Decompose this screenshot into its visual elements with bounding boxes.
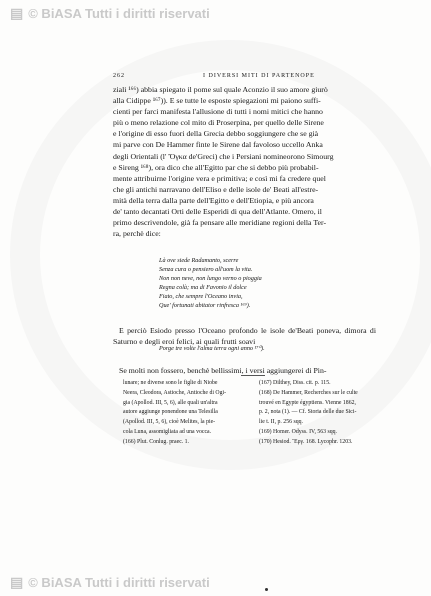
- verse-line: Senza cura o pensiero all'uom la vita.: [159, 266, 253, 274]
- running-title: I DIVERSI MITI DI PARTENOPE: [203, 73, 315, 79]
- paragraph-line: più o meno relazione col mito di Proserpina, per quello delle Sirene: [113, 118, 324, 128]
- footnote-line: lunare; ne diverse sono le figlie di Niobe: [123, 380, 218, 386]
- paragraph-line: primo descrivendole, già fa pensare alle meridiane regioni della Ter-: [113, 218, 327, 228]
- footnote-divider: [241, 375, 265, 376]
- paragraph-line: de' tanto decantati Orti delle Esperidi di qua dell'Atlante. Omero, il: [113, 207, 322, 217]
- paragraph-line: alla Cidippe ¹⁶⁷)). E se tutte le esposte spiegazioni mi paiono suffi-: [113, 96, 321, 106]
- paragraph-esiodo: E perciò Esiodo presso l'Oceano profondo le isole de'Beati poneva, dimora di Saturno e degli eroi felici, ai quali frutti soavi: [113, 325, 376, 346]
- paragraph-line: e Sireng ¹⁶⁸), ora dico che all'Egitto par che si debbo più probabil-: [113, 162, 319, 172]
- book-icon: ▤: [10, 4, 24, 21]
- paragraph-line: ziali ¹⁶⁶) abbia spiegato il pome sul quale Aconzio il suo amore giurò: [113, 85, 328, 94]
- paragraph-line: cienti per farci manifesta l'allusione di tutti i nomi mitici che hanno: [113, 107, 323, 117]
- footnote-line: (166) Plut. Conlug. praec. 1.: [123, 438, 190, 445]
- paragraph-line: e l'origine di esso fuori della Grecia debbo soggiungere che se già: [113, 129, 319, 139]
- footnote-line: p. 2, nota (1). — Cf. Storia delle due Sici-: [259, 409, 357, 416]
- watermark-top: [0, 3, 431, 23]
- paragraph-line: ra, perchè dice:: [113, 229, 161, 239]
- paragraph-line: mente attribuirne l'origine vera e primitiva; e così mi fa credere quel: [113, 173, 326, 183]
- main-paragraph: [113, 84, 376, 239]
- verse-line: Que' fortunati abitator rinfresca ¹⁶⁹).: [159, 302, 251, 310]
- paragraph-line: che gli antichi narravano dell'Eliso e delle isole de' Beati all'estre-: [113, 184, 319, 194]
- footnotes-right-column: [259, 379, 384, 448]
- verse-line: Fiato, che sempre l'Oceano invia,: [159, 293, 243, 301]
- footnote-line: (169) Homer. Odyss. IV, 563 sqq.: [259, 428, 337, 435]
- watermark-bottom-text: © BiASA Tutti i diritti riservati: [28, 574, 210, 590]
- watermark-top-text: © BiASA Tutti i diritti riservati: [28, 5, 210, 21]
- verse-line: Porge tre volte l'alma terra ogni anno ¹⁷⁰).: [159, 345, 265, 352]
- book-icon: ▤: [10, 573, 24, 590]
- footnote-line: lie t. II, p. 256 sqq.: [259, 419, 303, 426]
- footnote-line: Neera, Cleodora, Astioche, Antioche di Ogi-: [123, 389, 227, 396]
- verse-quote-homer: [159, 256, 262, 311]
- verse-quote-hesiod: [159, 344, 265, 353]
- footnote-line: gia (Apollod. III, 5, 6), alle quali un'altra: [123, 399, 218, 406]
- footnote-line: (168) De Hammer, Recherches sur le culte: [259, 389, 358, 396]
- paragraph-line: mi parve con De Hammer finte le Sirene dal favoloso uccello Anka: [113, 140, 323, 150]
- footnote-line: (Apollod. III, 5, 6), cioè Melites, la pie-: [123, 419, 216, 426]
- paragraph-pindaro: Se molti non fossero, benchè bellissimi, i versi aggiungerei di Pin-: [119, 365, 327, 375]
- verse-line: Non non neve, non lungo verno o pioggia: [159, 275, 262, 283]
- watermark-bottom: [0, 572, 431, 592]
- footnote-line: (170) Hesiod. Ἔργ. 168. Lycophr. 1203.: [259, 438, 353, 445]
- page-number: 262: [113, 73, 125, 79]
- footnotes-left-column: [123, 379, 248, 448]
- verse-line: Là ove siede Radamanto, scerre: [159, 257, 239, 264]
- footnote-line: cola Luna, assomigliata ad una vocca.: [123, 428, 212, 435]
- footnote-line: trouvé en Egypte égyptiens. Vienne 1862,: [259, 399, 356, 406]
- footnote-line: autore aggiunge ponendone una Telesilla: [123, 409, 218, 416]
- paragraph-line: mità della terra dalla parte dell'Egitto e dell'Etiopia, e più ancora: [113, 195, 314, 205]
- footnote-line: (167) Dilthey, Diss. cit. p. 115.: [259, 380, 331, 386]
- paragraph-line: degli Orientali (l' Ὄγκα de'Greci) che i Persiani nomineorono Simourg: [113, 151, 334, 161]
- verse-line: Regna colà; ma di Favonio il dolce: [159, 284, 247, 292]
